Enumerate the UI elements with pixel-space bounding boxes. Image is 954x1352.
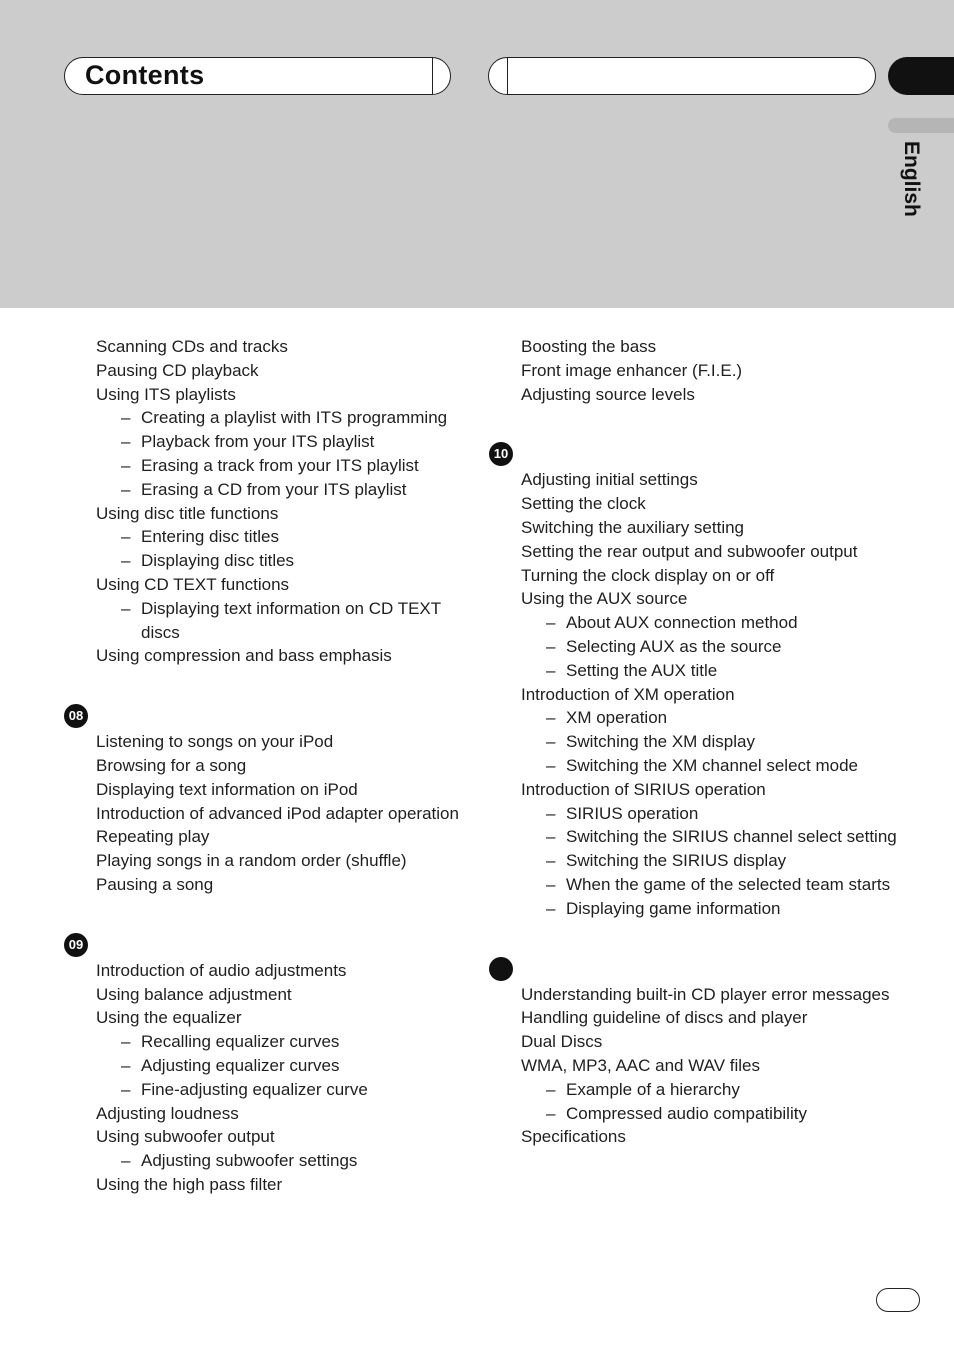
toc-entry[interactable] xyxy=(521,468,901,492)
toc-entry-text: Using the AUX source xyxy=(521,589,688,609)
section-gap xyxy=(521,921,901,957)
toc-entry-text: Switching the SIRIUS channel select setting xyxy=(566,827,897,847)
toc-entry[interactable] xyxy=(521,587,901,611)
dash-bullet: – xyxy=(546,874,556,894)
toc-entry-text: Entering disc titles xyxy=(141,527,279,547)
dash-bullet: – xyxy=(121,598,131,618)
toc-entry-text: Adjusting subwoofer settings xyxy=(141,1151,358,1171)
toc-entry[interactable] xyxy=(96,383,476,407)
dash-bullet: – xyxy=(121,432,131,452)
toc-entry[interactable] xyxy=(521,564,901,588)
toc-entry-text: XM operation xyxy=(566,708,668,728)
toc-section xyxy=(68,933,476,1197)
toc-entry-text: Listening to songs on your iPod xyxy=(96,732,334,752)
toc-section xyxy=(521,957,901,1150)
toc-entry[interactable] xyxy=(521,983,901,1007)
toc-subentry[interactable] xyxy=(521,1102,901,1126)
language-label: English xyxy=(900,141,923,217)
toc-left-column xyxy=(68,335,476,1197)
toc-entry-text: Using subwoofer output xyxy=(96,1127,275,1147)
section-number-badge: 09 xyxy=(64,933,88,957)
toc-subentry[interactable] xyxy=(521,825,901,849)
toc-entry-text: Switching the XM channel select mode xyxy=(566,755,858,775)
toc-entry-text: Creating a playlist with ITS programming xyxy=(141,408,448,428)
toc-entry[interactable] xyxy=(96,359,476,383)
section-gap xyxy=(521,406,901,442)
pill-divider xyxy=(507,58,508,94)
toc-entry-text: Browsing for a song xyxy=(96,755,247,775)
section-marker-row xyxy=(493,442,901,466)
dash-bullet: – xyxy=(121,527,131,547)
toc-entry-text: Scanning CDs and tracks xyxy=(96,337,288,356)
toc-subentry[interactable] xyxy=(96,454,476,478)
dash-bullet: – xyxy=(546,1079,556,1099)
toc-subentry[interactable] xyxy=(96,430,476,454)
toc-entry-text: Playing songs in a random order (shuffle) xyxy=(96,851,407,871)
toc-entry[interactable] xyxy=(521,492,901,516)
toc-section xyxy=(493,442,901,920)
section-pill xyxy=(488,57,876,95)
toc-entry[interactable] xyxy=(521,1030,901,1054)
toc-entry-text: Using CD TEXT functions xyxy=(96,574,290,594)
toc-entry-text: WMA, MP3, AAC and WAV files xyxy=(521,1055,761,1075)
toc-entry-text: Repeating play xyxy=(96,827,210,847)
toc-entry[interactable] xyxy=(96,959,476,983)
section-number-badge: 10 xyxy=(489,442,513,466)
section-gap xyxy=(96,897,476,933)
toc-entry[interactable] xyxy=(96,754,476,778)
toc-entry[interactable] xyxy=(96,825,476,849)
toc-entry-text: About AUX connection method xyxy=(566,613,798,633)
toc-entry[interactable] xyxy=(521,1054,901,1078)
dash-bullet: – xyxy=(121,408,131,428)
toc-subentry[interactable] xyxy=(521,754,901,778)
toc-entry-text: Understanding built-in CD player error messages xyxy=(521,984,890,1004)
section-marker-row xyxy=(68,933,476,957)
toc-entry[interactable] xyxy=(521,1125,901,1149)
toc-entry-text: Front image enhancer (F.I.E.) xyxy=(521,360,743,380)
toc-entry-text: Erasing a CD from your ITS playlist xyxy=(141,479,407,499)
toc-section xyxy=(96,335,476,668)
toc-subentry[interactable] xyxy=(96,525,476,549)
toc-entry-text: Switching the SIRIUS display xyxy=(566,851,787,871)
toc-section xyxy=(521,335,901,406)
pill-divider xyxy=(432,58,433,94)
dash-bullet: – xyxy=(121,479,131,499)
toc-subentry[interactable] xyxy=(521,802,901,826)
language-label-box xyxy=(885,141,937,231)
toc-subentry[interactable] xyxy=(521,659,901,683)
toc-entry-text: Switching the auxiliary setting xyxy=(521,517,745,537)
toc-subentry[interactable] xyxy=(521,1078,901,1102)
toc-entry-text: Adjusting loudness xyxy=(96,1103,239,1123)
dash-bullet: – xyxy=(121,551,131,571)
toc-entry-text: Introduction of XM operation xyxy=(521,684,735,704)
toc-entry-text: Handling guideline of discs and player xyxy=(521,1008,808,1028)
toc-entry-text: Setting the clock xyxy=(521,494,646,514)
language-tab xyxy=(888,118,954,133)
toc-entry[interactable] xyxy=(96,1102,476,1126)
dash-bullet: – xyxy=(121,455,131,475)
toc-entry-text: Dual Discs xyxy=(521,1032,603,1052)
toc-subentry[interactable] xyxy=(521,897,901,921)
dash-bullet: – xyxy=(546,613,556,633)
toc-section xyxy=(68,704,476,897)
toc-entry-text: SIRIUS operation xyxy=(566,803,699,823)
section-number-badge: 08 xyxy=(64,704,88,728)
toc-entry-text: Recalling equalizer curves xyxy=(141,1032,340,1052)
toc-entry[interactable] xyxy=(96,1125,476,1149)
toc-subentry[interactable] xyxy=(521,849,901,873)
toc-entry-text: Using the high pass filter xyxy=(96,1174,283,1194)
toc-entry-text: Pausing a song xyxy=(96,874,214,894)
toc-entry[interactable] xyxy=(96,335,476,359)
toc-entry[interactable] xyxy=(96,502,476,526)
toc-subentry[interactable] xyxy=(96,478,476,502)
dash-bullet: – xyxy=(546,1103,556,1123)
toc-entry[interactable] xyxy=(96,802,476,826)
page-number-pill xyxy=(876,1288,920,1312)
toc-subentry[interactable] xyxy=(521,873,901,897)
toc-entry-text: Introduction of SIRIUS operation xyxy=(521,779,766,799)
toc-entry-text: Displaying text information on CD TEXT discs xyxy=(141,598,441,642)
toc-entry-text: Switching the XM display xyxy=(566,732,755,752)
toc-entry[interactable] xyxy=(521,383,901,407)
toc-subentry[interactable] xyxy=(96,406,476,430)
dash-bullet: – xyxy=(121,1079,131,1099)
toc-entry[interactable] xyxy=(521,1006,901,1030)
toc-entry-text: Using balance adjustment xyxy=(96,984,292,1004)
toc-subentry[interactable] xyxy=(521,611,901,635)
toc-entry-text: Specifications xyxy=(521,1127,626,1147)
toc-subentry[interactable] xyxy=(96,597,476,645)
toc-entry-text: When the game of the selected team starts xyxy=(566,874,891,894)
toc-entry[interactable] xyxy=(96,849,476,873)
toc-subentry[interactable] xyxy=(96,1078,476,1102)
toc-entry-text: Pausing CD playback xyxy=(96,360,259,380)
toc-entry-text: Selecting AUX as the source xyxy=(566,636,782,656)
toc-entry-text: Displaying text information on iPod xyxy=(96,779,358,799)
toc-entry-text: Adjusting source levels xyxy=(521,384,695,404)
dash-bullet: – xyxy=(121,1151,131,1171)
toc-entry-text: Displaying disc titles xyxy=(141,551,295,571)
dash-bullet: – xyxy=(546,708,556,728)
toc-entry[interactable] xyxy=(521,683,901,707)
toc-entry[interactable] xyxy=(521,516,901,540)
dash-bullet: – xyxy=(546,851,556,871)
toc-entry[interactable] xyxy=(96,573,476,597)
toc-entry[interactable] xyxy=(96,1006,476,1030)
toc-entry[interactable] xyxy=(96,778,476,802)
dash-bullet: – xyxy=(121,1055,131,1075)
toc-entry[interactable] xyxy=(96,873,476,897)
toc-entry-text: Using ITS playlists xyxy=(96,384,236,404)
toc-entry[interactable] xyxy=(96,644,476,668)
title-pill xyxy=(64,57,451,95)
toc-entry[interactable] xyxy=(96,983,476,1007)
toc-subentry[interactable] xyxy=(96,1149,476,1173)
toc-entry-text: Compressed audio compatibility xyxy=(566,1103,807,1123)
dash-bullet: – xyxy=(546,803,556,823)
toc-entry[interactable] xyxy=(96,730,476,754)
toc-entry-text: Example of a hierarchy xyxy=(566,1079,740,1099)
dash-bullet: – xyxy=(546,827,556,847)
dash-bullet: – xyxy=(546,636,556,656)
toc-right-column xyxy=(493,335,901,1149)
toc-entry-text: Adjusting initial settings xyxy=(521,470,698,490)
toc-entry-text: Adjusting equalizer curves xyxy=(141,1055,340,1075)
toc-entry-text: Fine-adjusting equalizer curve xyxy=(141,1079,368,1099)
section-marker-row xyxy=(521,957,901,981)
toc-subentry[interactable] xyxy=(96,1054,476,1078)
page-title: Contents xyxy=(85,60,205,90)
toc-entry-text: Using the equalizer xyxy=(96,1008,242,1028)
toc-entry-text: Erasing a track from your ITS playlist xyxy=(141,455,419,475)
toc-entry-text: Introduction of audio adjustments xyxy=(96,960,347,980)
toc-subentry[interactable] xyxy=(521,635,901,659)
toc-entry-text: Setting the rear output and subwoofer output xyxy=(521,541,858,561)
toc-entry-text: Introduction of advanced iPod adapter operation xyxy=(96,803,459,823)
toc-entry-text: Displaying game information xyxy=(566,898,781,918)
toc-entry-text: Setting the AUX title xyxy=(566,660,718,680)
toc-subentry[interactable] xyxy=(96,1030,476,1054)
dash-bullet: – xyxy=(546,732,556,752)
toc-entry-text: Using compression and bass emphasis xyxy=(96,646,392,666)
toc-entry-text: Playback from your ITS playlist xyxy=(141,432,375,452)
dash-bullet: – xyxy=(546,755,556,775)
toc-subentry[interactable] xyxy=(521,730,901,754)
toc-entry-text: Turning the clock display on or off xyxy=(521,565,775,585)
toc-entry[interactable] xyxy=(521,335,901,359)
section-tab xyxy=(888,57,954,95)
toc-entry-text: Using disc title functions xyxy=(96,503,279,523)
section-number-badge xyxy=(489,957,513,981)
section-gap xyxy=(96,668,476,704)
toc-entry[interactable] xyxy=(521,359,901,383)
toc-subentry[interactable] xyxy=(521,706,901,730)
dash-bullet: – xyxy=(121,1032,131,1052)
section-marker-row xyxy=(68,704,476,728)
dash-bullet: – xyxy=(546,898,556,918)
toc-entry-text: Boosting the bass xyxy=(521,337,657,356)
header-band xyxy=(0,0,954,308)
toc-entry[interactable] xyxy=(521,778,901,802)
toc-subentry[interactable] xyxy=(96,549,476,573)
toc-entry[interactable] xyxy=(96,1173,476,1197)
dash-bullet: – xyxy=(546,660,556,680)
toc-entry[interactable] xyxy=(521,540,901,564)
